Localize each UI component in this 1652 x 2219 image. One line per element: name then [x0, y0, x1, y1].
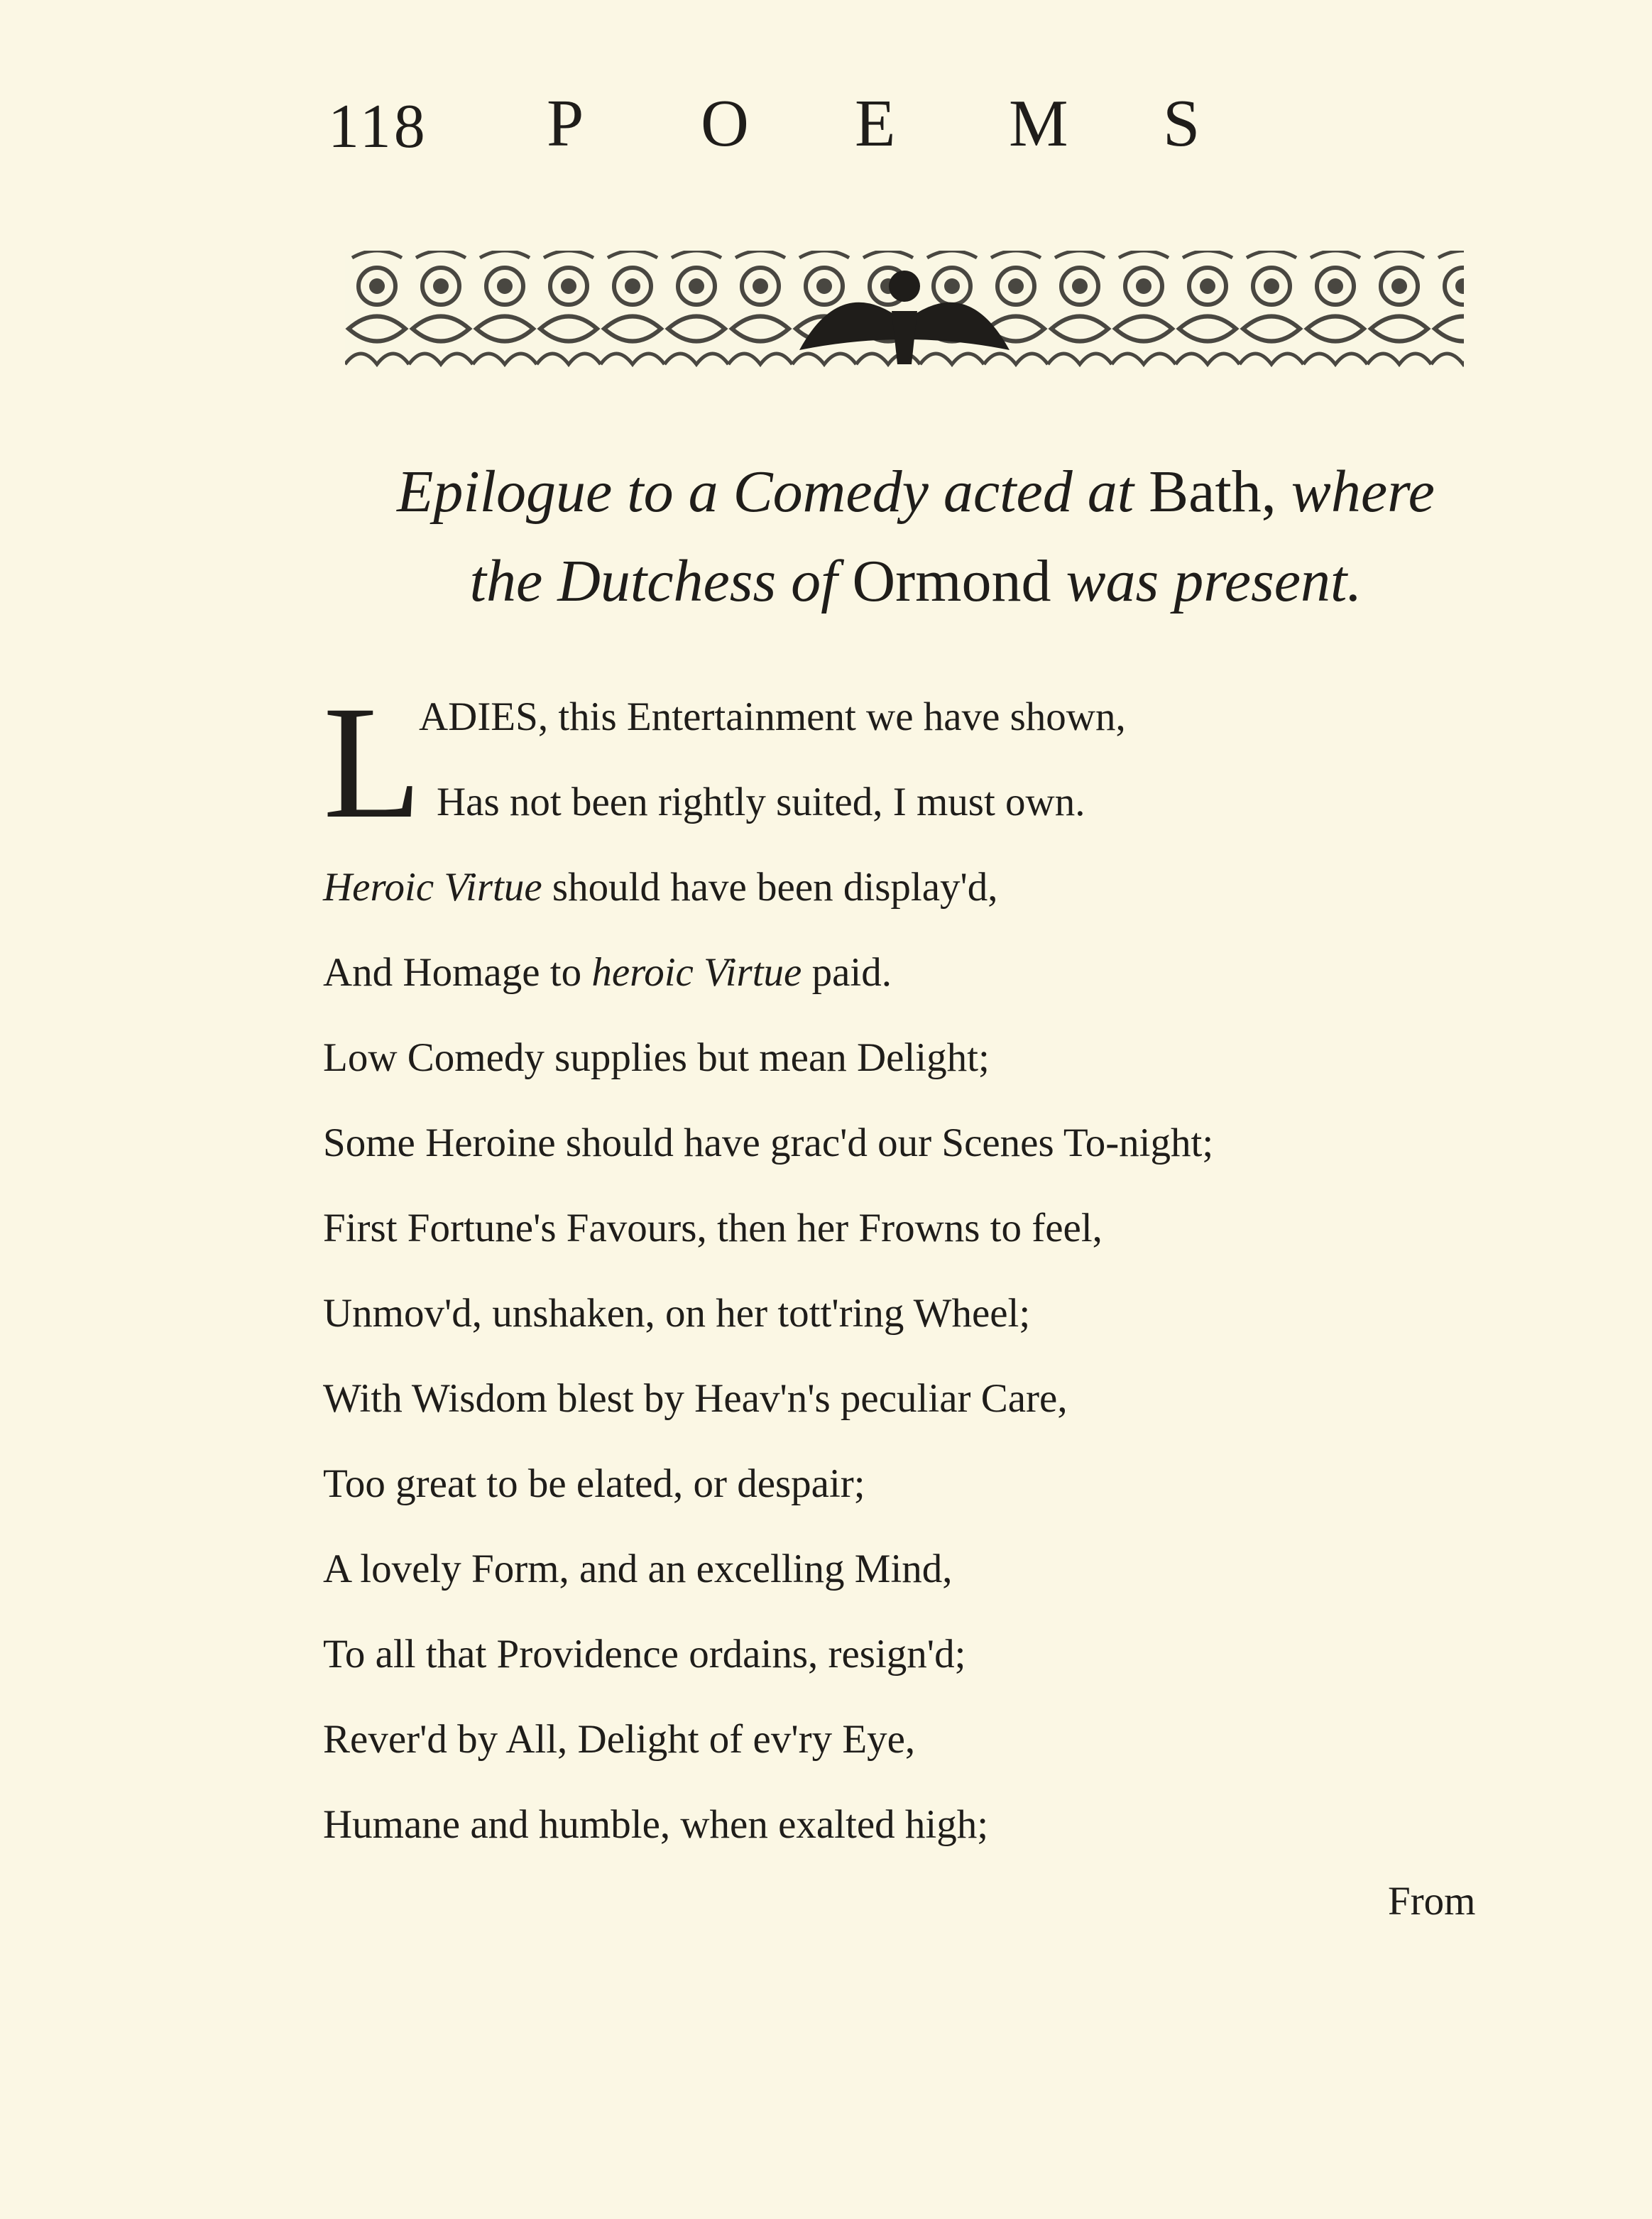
running-head-letter: E — [855, 87, 896, 160]
running-head-letter: S — [1163, 87, 1200, 160]
verse-line: Too great to be elated, or despair; — [323, 1461, 865, 1506]
verse-fragment: heroic Virtue — [591, 950, 802, 995]
verse-line: Rever'd by All, Delight of ev'ry Eye, — [323, 1717, 916, 1762]
running-head — [547, 85, 1317, 162]
verse-line: With Wisdom blest by Heav'n's peculiar Care, — [323, 1376, 1068, 1421]
verse-line: Low Comedy supplies but mean Delight; — [323, 1035, 990, 1080]
verse-fragment: paid. — [802, 950, 892, 995]
verse-line: Humane and humble, when exalted high; — [323, 1802, 989, 1847]
title-fragment: was present. — [1066, 548, 1362, 614]
drop-cap: L — [323, 673, 422, 852]
running-head-letter: O — [701, 87, 749, 160]
verse-line: First Fortune's Favours, then her Frowns to feel, — [323, 1206, 1103, 1250]
title-fragment: Ormond — [852, 548, 1066, 614]
title-fragment: Epilogue to a Comedy acted at — [397, 459, 1149, 525]
page-number: 118 — [328, 92, 428, 161]
title-fragment: the Dutchess of — [469, 548, 853, 614]
verse-fragment: And Homage to — [323, 950, 592, 995]
headpiece-ornament — [345, 244, 1464, 376]
verse-fragment: should have been display'd, — [542, 865, 998, 910]
verse-fragment: Heroic Virtue — [323, 865, 542, 910]
verse-line: Some Heroine should have grac'd our Scenes To-night; — [323, 1121, 1214, 1165]
verse-line: To all that Providence ordains, resign'd; — [323, 1632, 966, 1676]
title-line-1 — [312, 447, 1519, 537]
verse-line: Unmov'd, unshaken, on her tott'ring Wheel; — [323, 1291, 1031, 1336]
catchword: From — [1388, 1879, 1476, 1924]
verse-line: A lovely Form, and an excelling Mind, — [323, 1547, 953, 1591]
verse-line: ADIES, this Entertainment we have shown, — [419, 694, 1126, 739]
verse-line — [323, 845, 1530, 930]
poem-title — [312, 447, 1519, 626]
verse-line: Has not been rightly suited, I must own. — [437, 780, 1085, 824]
title-line-2 — [312, 537, 1519, 626]
poem-body — [323, 675, 1530, 1868]
verse-line — [323, 930, 1530, 1015]
opening-lines — [323, 673, 1530, 852]
title-fragment: Bath, — [1149, 459, 1291, 525]
title-fragment: where — [1291, 459, 1435, 525]
running-head-letter: M — [1009, 87, 1068, 160]
running-head-letter: P — [547, 87, 584, 160]
